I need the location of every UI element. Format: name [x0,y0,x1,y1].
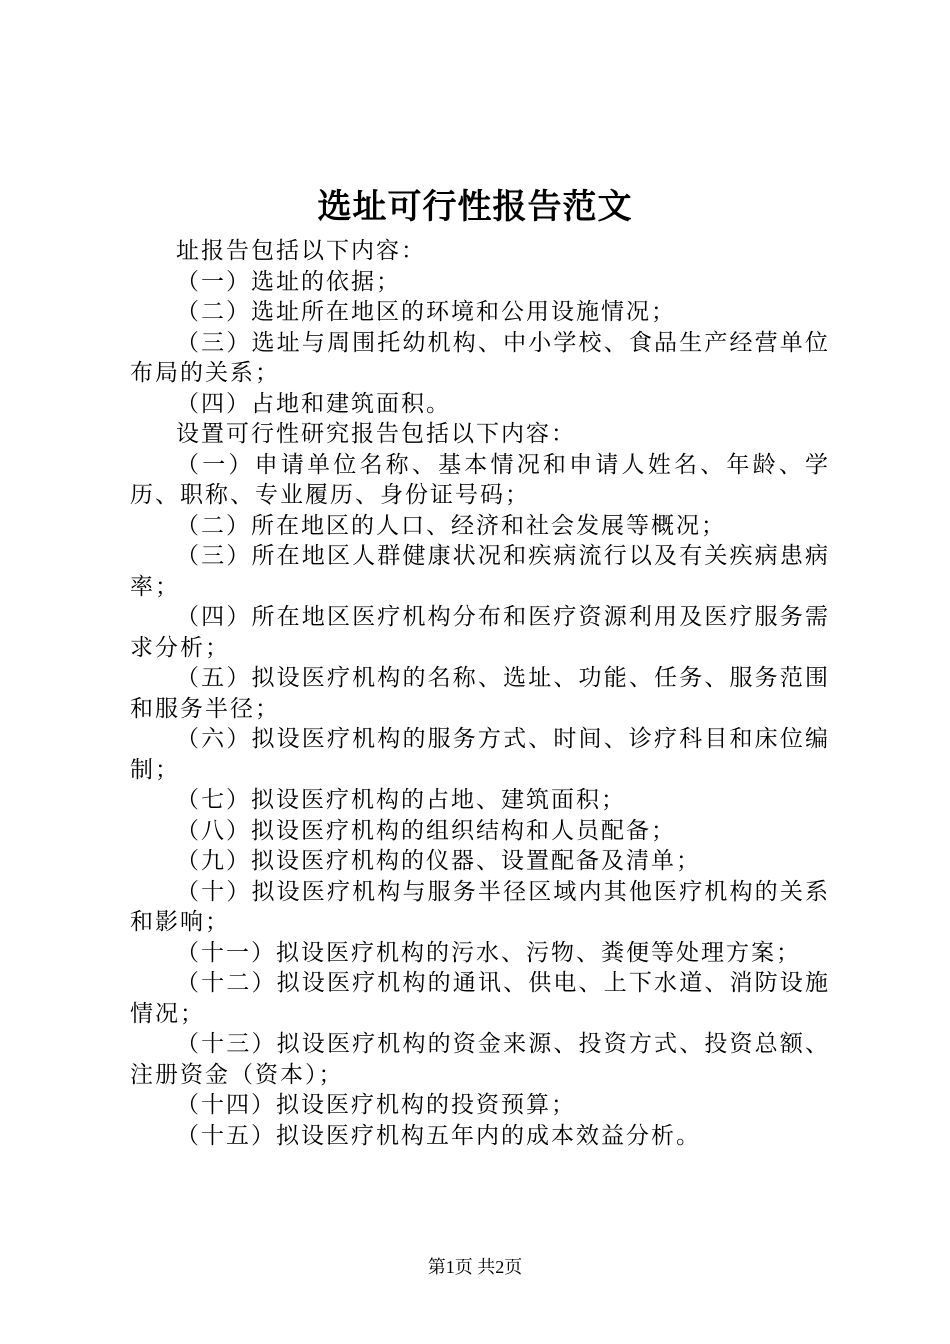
paragraph: （四）所在地区医疗机构分布和医疗资源利用及医疗服务需求分析； [130,604,830,661]
paragraph: （一）申请单位名称、基本情况和申请人姓名、年龄、学历、职称、专业履历、身份证号码； [130,451,830,508]
paragraph: （二）所在地区的人口、经济和社会发展等概况； [176,512,726,539]
paragraph: （十二）拟设医疗机构的通讯、供电、上下水道、消防设施情况； [130,970,830,1027]
page-number-footer: 第1页 共2页 [427,1257,523,1277]
paragraph: （三）选址与周围托幼机构、中小学校、食品生产经营单位布局的关系； [130,329,830,386]
paragraph: （五）拟设医疗机构的名称、选址、功能、任务、服务范围和服务半径； [130,665,830,722]
paragraph: （十三）拟设医疗机构的资金来源、投资方式、投资总额、注册资金（资本）； [130,1031,830,1088]
page-title: 选址可行性报告范文 [317,187,633,227]
paragraph: 设置可行性研究报告包括以下内容： [176,421,576,447]
document-body [130,236,830,1151]
paragraph: （十）拟设医疗机构与服务半径区域内其他医疗机构的关系和影响； [130,878,830,935]
paragraph: （八）拟设医疗机构的组织结构和人员配备； [176,817,676,844]
paragraph: （四）占地和建筑面积。 [176,390,451,417]
paragraph: （七）拟设医疗机构的占地、建筑面积； [176,787,626,813]
paragraph: （六）拟设医疗机构的服务方式、时间、诊疗科目和床位编制； [130,726,830,783]
paragraph: （十五）拟设医疗机构五年内的成本效益分析。 [176,1122,701,1149]
paragraph: （十四）拟设医疗机构的投资预算； [176,1092,576,1118]
paragraph: （二）选址所在地区的环境和公用设施情况； [176,299,676,325]
paragraph: 址报告包括以下内容： [176,238,426,264]
paragraph: （一）选址的依据； [176,268,401,295]
paragraph: （三）所在地区人群健康状况和疾病流行以及有关疾病患病率； [130,543,830,600]
paragraph: （九）拟设医疗机构的仪器、设置配备及清单； [176,848,701,874]
paragraph: （十一）拟设医疗机构的污水、污物、粪便等处理方案； [176,939,801,966]
